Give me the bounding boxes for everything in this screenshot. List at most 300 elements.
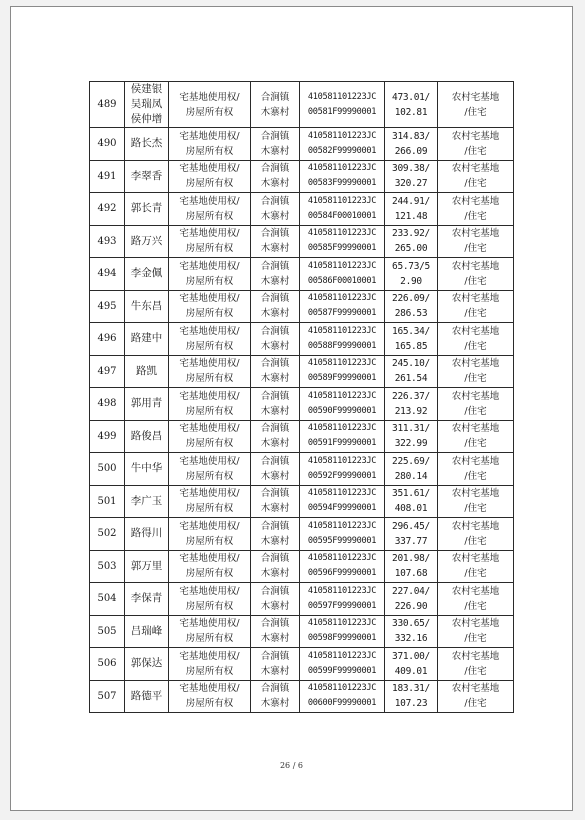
area-cell-line: 261.54 [394, 373, 428, 385]
land-use-cell-line: 农村宅基地 [451, 293, 500, 305]
area-cell [385, 193, 438, 226]
owner-name-cell-line: 郭长青 [130, 202, 163, 215]
area-cell-line: 165.34/ [392, 325, 430, 337]
location-cell-line: 合涧镇 [260, 618, 290, 630]
right-type-cell [169, 550, 251, 583]
location-cell-line: 木寨村 [260, 308, 290, 320]
area-cell-line: 351.61/ [392, 488, 430, 500]
parcel-code-cell [300, 258, 385, 291]
right-type-cell [169, 420, 251, 453]
parcel-code-cell [300, 485, 385, 518]
area-cell-line: 107.23 [394, 698, 428, 710]
area-cell-line: 65.73/5 [392, 260, 430, 272]
land-use-cell [438, 550, 514, 583]
right-type-cell-line: 宅基地使用权/ [179, 585, 240, 597]
land-use-cell-line: /住宅 [464, 405, 487, 417]
table-row [90, 128, 514, 161]
location-cell-line: 合涧镇 [260, 260, 290, 272]
parcel-code-cell-line: 00587F99990001 [307, 308, 377, 319]
location-cell-line: 木寨村 [260, 243, 290, 255]
parcel-code-cell-line: 410581101223JC [307, 683, 377, 694]
parcel-code-cell [300, 583, 385, 616]
area-cell [385, 128, 438, 161]
owner-name-cell [125, 225, 169, 258]
location-cell [251, 518, 300, 551]
land-use-cell-line: 农村宅基地 [451, 553, 500, 565]
area-cell [385, 225, 438, 258]
location-cell-line: 合涧镇 [260, 91, 290, 103]
owner-name-cell [125, 680, 169, 713]
row-number-cell: 497 [90, 355, 125, 388]
right-type-cell-line: 房屋所有权 [185, 243, 234, 255]
right-type-cell [169, 648, 251, 681]
right-type-cell-line: 房屋所有权 [185, 145, 234, 157]
area-cell-line: 280.14 [394, 470, 428, 482]
land-use-cell [438, 518, 514, 551]
land-use-cell-line: 农村宅基地 [451, 585, 500, 597]
land-use-cell [438, 258, 514, 291]
table-row [90, 82, 514, 128]
land-use-cell-line: 农村宅基地 [451, 195, 500, 207]
right-type-cell [169, 193, 251, 226]
location-cell-line: 合涧镇 [260, 650, 290, 662]
parcel-code-cell [300, 82, 385, 128]
parcel-code-cell-line: 410581101223JC [307, 195, 377, 206]
parcel-code-cell [300, 225, 385, 258]
parcel-code-cell-line: 410581101223JC [307, 358, 377, 369]
location-cell-line: 木寨村 [260, 275, 290, 287]
parcel-code-cell-line: 00588F99990001 [307, 340, 377, 351]
right-type-cell [169, 518, 251, 551]
row-number-cell: 499 [90, 420, 125, 453]
owner-name-cell [125, 388, 169, 421]
location-cell-line: 木寨村 [260, 535, 290, 547]
row-number-cell: 490 [90, 128, 125, 161]
location-cell [251, 453, 300, 486]
table-row [90, 648, 514, 681]
location-cell-line: 木寨村 [260, 568, 290, 580]
right-type-cell-line: 宅基地使用权/ [179, 260, 240, 272]
owner-name-cell-line: 吴瑞凤 [130, 98, 163, 110]
area-cell [385, 485, 438, 518]
owner-name-cell-line: 牛中华 [130, 462, 163, 475]
parcel-code-cell-line: 410581101223JC [307, 618, 377, 629]
area-cell-line: 225.69/ [392, 455, 430, 467]
right-type-cell [169, 323, 251, 356]
right-type-cell [169, 290, 251, 323]
area-cell-line: 226.09/ [392, 293, 430, 305]
table-row [90, 453, 514, 486]
area-cell-line: 337.77 [394, 535, 428, 547]
owner-name-cell-line: 路建中 [130, 332, 163, 345]
table-row [90, 550, 514, 583]
land-use-cell-line: /住宅 [464, 145, 487, 157]
area-cell [385, 680, 438, 713]
area-cell [385, 258, 438, 291]
land-use-cell-line: /住宅 [464, 243, 487, 255]
right-type-cell-line: 宅基地使用权/ [179, 650, 240, 662]
table-row [90, 355, 514, 388]
row-number-cell: 507 [90, 680, 125, 713]
row-number-cell: 492 [90, 193, 125, 226]
location-cell [251, 550, 300, 583]
land-use-cell [438, 420, 514, 453]
parcel-code-cell-line: 410581101223JC [307, 455, 377, 466]
owner-name-cell [125, 420, 169, 453]
table-row [90, 615, 514, 648]
registration-table [89, 81, 514, 713]
parcel-code-cell-line: 410581101223JC [307, 488, 377, 499]
land-use-cell [438, 160, 514, 193]
right-type-cell-line: 房屋所有权 [185, 503, 234, 515]
area-cell-line: 227.04/ [392, 585, 430, 597]
land-use-cell-line: 农村宅基地 [451, 455, 500, 467]
area-cell-line: 245.10/ [392, 358, 430, 370]
owner-name-cell-line: 郭万里 [130, 559, 163, 572]
land-use-cell-line: /住宅 [464, 275, 487, 287]
row-number-cell: 489 [90, 82, 125, 128]
table-body [90, 82, 514, 713]
right-type-cell-line: 宅基地使用权/ [179, 455, 240, 467]
area-cell-line: 311.31/ [392, 423, 430, 435]
parcel-code-cell [300, 420, 385, 453]
land-use-cell-line: 农村宅基地 [451, 130, 500, 142]
right-type-cell-line: 房屋所有权 [185, 210, 234, 222]
location-cell [251, 615, 300, 648]
location-cell [251, 388, 300, 421]
area-cell-line: 332.16 [394, 633, 428, 645]
land-use-cell-line: 农村宅基地 [451, 163, 500, 175]
area-cell-line: 201.98/ [392, 553, 430, 565]
location-cell-line: 合涧镇 [260, 325, 290, 337]
table-row [90, 160, 514, 193]
location-cell-line: 木寨村 [260, 665, 290, 677]
row-number-cell: 495 [90, 290, 125, 323]
location-cell-line: 合涧镇 [260, 228, 290, 240]
right-type-cell-line: 房屋所有权 [185, 600, 234, 612]
area-cell-line: 213.92 [394, 405, 428, 417]
location-cell-line: 合涧镇 [260, 683, 290, 695]
parcel-code-cell-line: 00582F99990001 [307, 145, 377, 156]
parcel-code-cell [300, 388, 385, 421]
row-number-cell: 496 [90, 323, 125, 356]
table-row [90, 583, 514, 616]
parcel-code-cell [300, 193, 385, 226]
right-type-cell-line: 宅基地使用权/ [179, 390, 240, 402]
location-cell [251, 82, 300, 128]
owner-name-cell-line: 侯建银 [130, 83, 163, 95]
area-cell-line: 322.99 [394, 438, 428, 450]
land-use-cell [438, 680, 514, 713]
table-row [90, 258, 514, 291]
area-cell-line: 320.27 [394, 178, 428, 190]
location-cell-line: 木寨村 [260, 600, 290, 612]
parcel-code-cell-line: 410581101223JC [307, 293, 377, 304]
row-number-cell: 506 [90, 648, 125, 681]
land-use-cell-line: 农村宅基地 [451, 228, 500, 240]
row-number-cell: 501 [90, 485, 125, 518]
land-use-cell-line: /住宅 [464, 600, 487, 612]
land-use-cell-line: 农村宅基地 [451, 618, 500, 630]
parcel-code-cell-line: 00583F99990001 [307, 178, 377, 189]
land-use-cell-line: /住宅 [464, 665, 487, 677]
location-cell-line: 木寨村 [260, 210, 290, 222]
area-cell-line: 102.81 [394, 106, 428, 118]
table-row [90, 225, 514, 258]
area-cell-line: 121.48 [394, 210, 428, 222]
land-use-cell-line: 农村宅基地 [451, 520, 500, 532]
area-cell [385, 323, 438, 356]
parcel-code-cell-line: 00592F99990001 [307, 470, 377, 481]
area-cell [385, 160, 438, 193]
owner-name-cell [125, 550, 169, 583]
owner-name-cell [125, 355, 169, 388]
parcel-code-cell-line: 410581101223JC [307, 228, 377, 239]
land-use-cell-line: 农村宅基地 [451, 488, 500, 500]
parcel-code-cell-line: 410581101223JC [307, 390, 377, 401]
right-type-cell-line: 宅基地使用权/ [179, 358, 240, 370]
parcel-code-cell-line: 00597F99990001 [307, 600, 377, 611]
row-number-cell: 504 [90, 583, 125, 616]
row-number-cell: 505 [90, 615, 125, 648]
right-type-cell [169, 615, 251, 648]
location-cell-line: 木寨村 [260, 145, 290, 157]
owner-name-cell-line: 李保青 [130, 592, 163, 605]
right-type-cell [169, 680, 251, 713]
owner-name-cell-line: 牛东昌 [130, 299, 163, 312]
location-cell-line: 木寨村 [260, 373, 290, 385]
location-cell [251, 648, 300, 681]
right-type-cell [169, 388, 251, 421]
owner-name-cell [125, 323, 169, 356]
row-number-cell: 498 [90, 388, 125, 421]
right-type-cell-line: 宅基地使用权/ [179, 520, 240, 532]
right-type-cell-line: 房屋所有权 [185, 665, 234, 677]
location-cell-line: 木寨村 [260, 698, 290, 710]
location-cell-line: 木寨村 [260, 178, 290, 190]
parcel-code-cell [300, 518, 385, 551]
parcel-code-cell [300, 615, 385, 648]
land-use-cell-line: /住宅 [464, 470, 487, 482]
right-type-cell-line: 房屋所有权 [185, 438, 234, 450]
land-use-cell [438, 648, 514, 681]
area-cell-line: 371.00/ [392, 650, 430, 662]
land-use-cell [438, 193, 514, 226]
land-use-cell-line: /住宅 [464, 633, 487, 645]
land-use-cell-line: 农村宅基地 [451, 260, 500, 272]
page-number: 26 / 6 [279, 761, 304, 770]
land-use-cell-line: /住宅 [464, 340, 487, 352]
parcel-code-cell [300, 160, 385, 193]
parcel-code-cell-line: 00584F00010001 [307, 210, 377, 221]
table-row [90, 323, 514, 356]
right-type-cell [169, 583, 251, 616]
parcel-code-cell-line: 410581101223JC [307, 260, 377, 271]
area-cell-line: 296.45/ [392, 520, 430, 532]
right-type-cell [169, 128, 251, 161]
land-use-cell [438, 388, 514, 421]
area-cell [385, 453, 438, 486]
land-use-cell-line: /住宅 [464, 106, 487, 118]
location-cell-line: 合涧镇 [260, 585, 290, 597]
location-cell [251, 420, 300, 453]
land-use-cell-line: /住宅 [464, 373, 487, 385]
owner-name-cell [125, 128, 169, 161]
location-cell-line: 合涧镇 [260, 130, 290, 142]
area-cell-line: 309.38/ [392, 163, 430, 175]
right-type-cell-line: 房屋所有权 [185, 373, 234, 385]
right-type-cell-line: 宅基地使用权/ [179, 618, 240, 630]
owner-name-cell-line: 吕瑞峰 [130, 624, 163, 637]
right-type-cell [169, 485, 251, 518]
parcel-code-cell-line: 00599F99990001 [307, 665, 377, 676]
parcel-code-cell-line: 410581101223JC [307, 91, 377, 102]
area-cell [385, 388, 438, 421]
parcel-code-cell-line: 00591F99990001 [307, 438, 377, 449]
area-cell-line: 266.09 [394, 145, 428, 157]
right-type-cell-line: 房屋所有权 [185, 308, 234, 320]
area-cell [385, 518, 438, 551]
owner-name-cell [125, 648, 169, 681]
area-cell-line: 183.31/ [392, 683, 430, 695]
parcel-code-cell-line: 00594F99990001 [307, 503, 377, 514]
parcel-code-cell-line: 00581F99990001 [307, 106, 377, 117]
parcel-code-cell-line: 00596F99990001 [307, 568, 377, 579]
location-cell-line: 木寨村 [260, 106, 290, 118]
right-type-cell-line: 宅基地使用权/ [179, 325, 240, 337]
location-cell [251, 225, 300, 258]
location-cell [251, 323, 300, 356]
area-cell-line: 473.01/ [392, 91, 430, 103]
land-use-cell [438, 485, 514, 518]
parcel-code-cell [300, 128, 385, 161]
owner-name-cell-line: 路得川 [130, 527, 163, 540]
row-number-cell: 491 [90, 160, 125, 193]
land-use-cell-line: /住宅 [464, 503, 487, 515]
parcel-code-cell-line: 410581101223JC [307, 423, 377, 434]
right-type-cell-line: 宅基地使用权/ [179, 228, 240, 240]
location-cell-line: 木寨村 [260, 438, 290, 450]
area-cell [385, 355, 438, 388]
location-cell-line: 合涧镇 [260, 163, 290, 175]
land-use-cell [438, 615, 514, 648]
right-type-cell-line: 宅基地使用权/ [179, 423, 240, 435]
land-use-cell-line: /住宅 [464, 438, 487, 450]
parcel-code-cell [300, 355, 385, 388]
location-cell [251, 160, 300, 193]
location-cell-line: 合涧镇 [260, 488, 290, 500]
location-cell-line: 木寨村 [260, 405, 290, 417]
location-cell-line: 合涧镇 [260, 195, 290, 207]
location-cell [251, 485, 300, 518]
land-use-cell-line: 农村宅基地 [451, 683, 500, 695]
location-cell [251, 290, 300, 323]
land-use-cell [438, 128, 514, 161]
location-cell [251, 355, 300, 388]
row-number-cell: 503 [90, 550, 125, 583]
location-cell-line: 合涧镇 [260, 358, 290, 370]
right-type-cell-line: 宅基地使用权/ [179, 195, 240, 207]
land-use-cell-line: /住宅 [464, 535, 487, 547]
owner-name-cell [125, 615, 169, 648]
area-cell-line: 409.01 [394, 665, 428, 677]
land-use-cell [438, 82, 514, 128]
right-type-cell [169, 225, 251, 258]
land-use-cell [438, 355, 514, 388]
right-type-cell-line: 宅基地使用权/ [179, 293, 240, 305]
parcel-code-cell-line: 00585F99990001 [307, 243, 377, 254]
parcel-code-cell-line: 410581101223JC [307, 163, 377, 174]
land-use-cell-line: /住宅 [464, 568, 487, 580]
land-use-cell [438, 583, 514, 616]
land-use-cell [438, 453, 514, 486]
right-type-cell-line: 宅基地使用权/ [179, 91, 240, 103]
right-type-cell [169, 355, 251, 388]
parcel-code-cell [300, 550, 385, 583]
right-type-cell-line: 宅基地使用权/ [179, 488, 240, 500]
area-cell-line: 265.00 [394, 243, 428, 255]
area-cell-line: 314.83/ [392, 130, 430, 142]
area-cell-line: 2.90 [400, 275, 422, 287]
parcel-code-cell-line: 00586F00010001 [307, 275, 377, 286]
parcel-code-cell-line: 00598F99990001 [307, 633, 377, 644]
parcel-code-cell-line: 00595F99990001 [307, 535, 377, 546]
area-cell-line: 408.01 [394, 503, 428, 515]
right-type-cell-line: 房屋所有权 [185, 568, 234, 580]
land-use-cell-line: 农村宅基地 [451, 91, 500, 103]
owner-name-cell [125, 290, 169, 323]
owner-name-cell-line: 郭保达 [130, 657, 163, 670]
owner-name-cell-line: 路德平 [130, 689, 163, 702]
area-cell [385, 82, 438, 128]
land-use-cell-line: 农村宅基地 [451, 390, 500, 402]
right-type-cell [169, 453, 251, 486]
land-use-cell [438, 323, 514, 356]
right-type-cell-line: 房屋所有权 [185, 340, 234, 352]
location-cell-line: 合涧镇 [260, 553, 290, 565]
location-cell [251, 583, 300, 616]
right-type-cell-line: 宅基地使用权/ [179, 683, 240, 695]
land-use-cell-line: 农村宅基地 [451, 358, 500, 370]
area-cell-line: 330.65/ [392, 618, 430, 630]
owner-name-cell-line: 侯仲增 [130, 113, 163, 125]
location-cell-line: 木寨村 [260, 633, 290, 645]
location-cell-line: 合涧镇 [260, 520, 290, 532]
right-type-cell-line: 房屋所有权 [185, 405, 234, 417]
right-type-cell-line: 房屋所有权 [185, 633, 234, 645]
area-cell-line: 226.90 [394, 600, 428, 612]
land-use-cell [438, 225, 514, 258]
area-cell [385, 290, 438, 323]
right-type-cell [169, 258, 251, 291]
right-type-cell [169, 82, 251, 128]
parcel-code-cell-line: 00590F99990001 [307, 405, 377, 416]
right-type-cell-line: 宅基地使用权/ [179, 163, 240, 175]
right-type-cell-line: 房屋所有权 [185, 470, 234, 482]
land-use-cell-line: 农村宅基地 [451, 325, 500, 337]
land-use-cell-line: /住宅 [464, 178, 487, 190]
area-cell [385, 583, 438, 616]
area-cell-line: 286.53 [394, 308, 428, 320]
parcel-code-cell-line: 410581101223JC [307, 325, 377, 336]
land-use-cell-line: 农村宅基地 [451, 423, 500, 435]
location-cell [251, 193, 300, 226]
parcel-code-cell-line: 410581101223JC [307, 585, 377, 596]
area-cell-line: 244.91/ [392, 195, 430, 207]
owner-name-cell [125, 518, 169, 551]
land-use-cell-line: /住宅 [464, 308, 487, 320]
location-cell-line: 木寨村 [260, 340, 290, 352]
